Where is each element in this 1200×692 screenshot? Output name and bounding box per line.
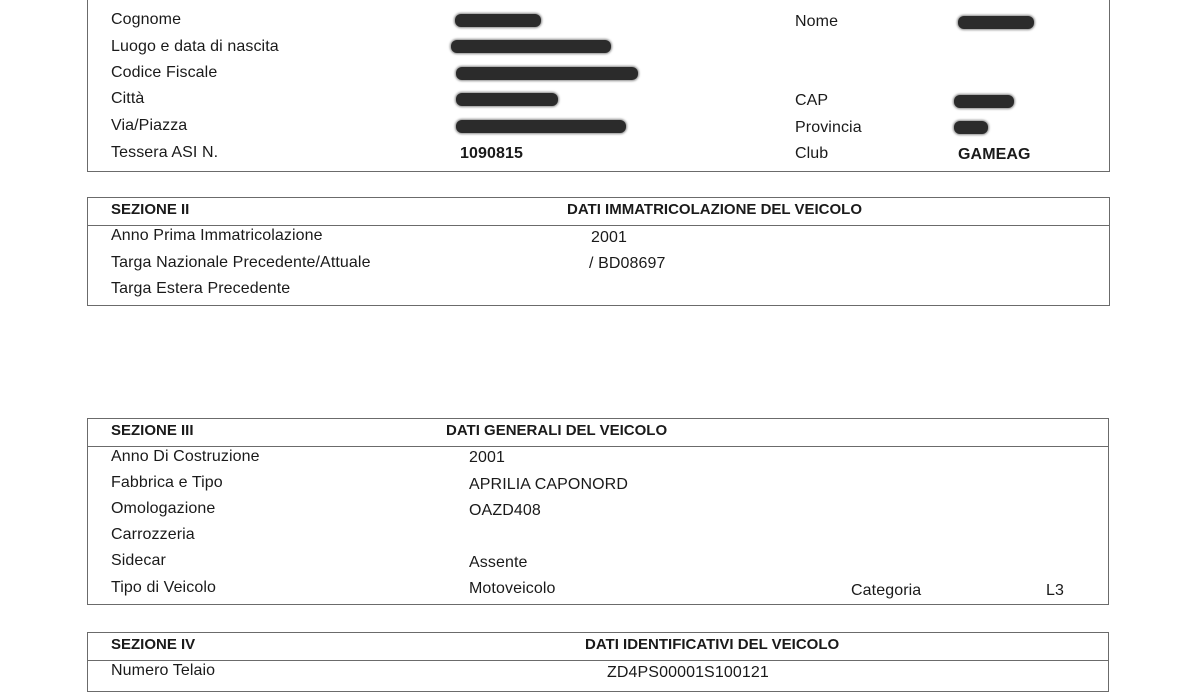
section-ii-title: DATI IMMATRICOLAZIONE DEL VEICOLO xyxy=(567,201,862,218)
label-tipo-veicolo: Tipo di Veicolo xyxy=(111,579,216,596)
label-nome: Nome xyxy=(795,13,839,30)
label-citta: Città xyxy=(111,90,145,107)
value-anno-costruzione: 2001 xyxy=(469,449,505,466)
section-i-box xyxy=(87,0,1110,172)
value-numero-telaio: ZD4PS00001S100121 xyxy=(607,664,769,681)
label-club: Club xyxy=(795,145,829,162)
value-anno-prima-immatricolazione: 2001 xyxy=(591,229,627,246)
section-iv-header xyxy=(88,633,1108,661)
section-iv-title: DATI IDENTIFICATIVI DEL VEICOLO xyxy=(585,636,840,653)
label-categoria: Categoria xyxy=(851,582,922,599)
label-omologazione: Omologazione xyxy=(111,500,216,517)
label-targa-nazionale: Targa Nazionale Precedente/Attuale xyxy=(111,254,371,271)
redacted-citta xyxy=(456,93,558,106)
value-fabbrica-tipo: APRILIA CAPONORD xyxy=(469,476,628,493)
section-iv-label: SEZIONE IV xyxy=(111,636,196,653)
label-carrozzeria: Carrozzeria xyxy=(111,526,195,543)
label-fabbrica-tipo: Fabbrica e Tipo xyxy=(111,474,223,491)
value-omologazione: OAZD408 xyxy=(469,502,541,519)
label-cap: CAP xyxy=(795,92,829,109)
section-iii-title: DATI GENERALI DEL VEICOLO xyxy=(446,422,668,439)
redacted-cap xyxy=(954,95,1014,108)
label-tessera-asi: Tessera ASI N. xyxy=(111,144,219,161)
section-iii-header xyxy=(88,419,1108,447)
label-targa-estera: Targa Estera Precedente xyxy=(111,280,291,297)
redacted-nome xyxy=(958,16,1034,29)
label-anno-costruzione: Anno Di Costruzione xyxy=(111,448,260,465)
label-numero-telaio: Numero Telaio xyxy=(111,662,216,679)
redacted-via xyxy=(456,120,626,133)
section-iii-label: SEZIONE III xyxy=(111,422,194,439)
redacted-codice-fiscale xyxy=(456,67,638,80)
value-club: GAMEAG xyxy=(958,146,1031,163)
section-ii-box xyxy=(87,197,1110,306)
section-iii-box xyxy=(87,418,1109,605)
label-anno-prima-immatricolazione: Anno Prima Immatricolazione xyxy=(111,227,323,244)
value-targa-nazionale: / BD08697 xyxy=(589,255,666,272)
redacted-luogo-data xyxy=(451,40,611,53)
section-ii-label: SEZIONE II xyxy=(111,201,190,218)
section-ii-header xyxy=(88,198,1109,226)
label-provincia: Provincia xyxy=(795,119,862,136)
redacted-provincia xyxy=(954,121,988,134)
value-tessera-asi: 1090815 xyxy=(460,145,523,162)
label-via-piazza: Via/Piazza xyxy=(111,117,188,134)
redacted-cognome xyxy=(455,14,541,27)
value-categoria: L3 xyxy=(1046,582,1064,599)
section-iv-box xyxy=(87,632,1109,692)
value-sidecar: Assente xyxy=(469,554,528,571)
value-tipo-veicolo: Motoveicolo xyxy=(469,580,556,597)
label-codice-fiscale: Codice Fiscale xyxy=(111,64,218,81)
label-sidecar: Sidecar xyxy=(111,552,166,569)
label-luogo-data-nascita: Luogo e data di nascita xyxy=(111,38,279,55)
label-cognome: Cognome xyxy=(111,11,182,28)
